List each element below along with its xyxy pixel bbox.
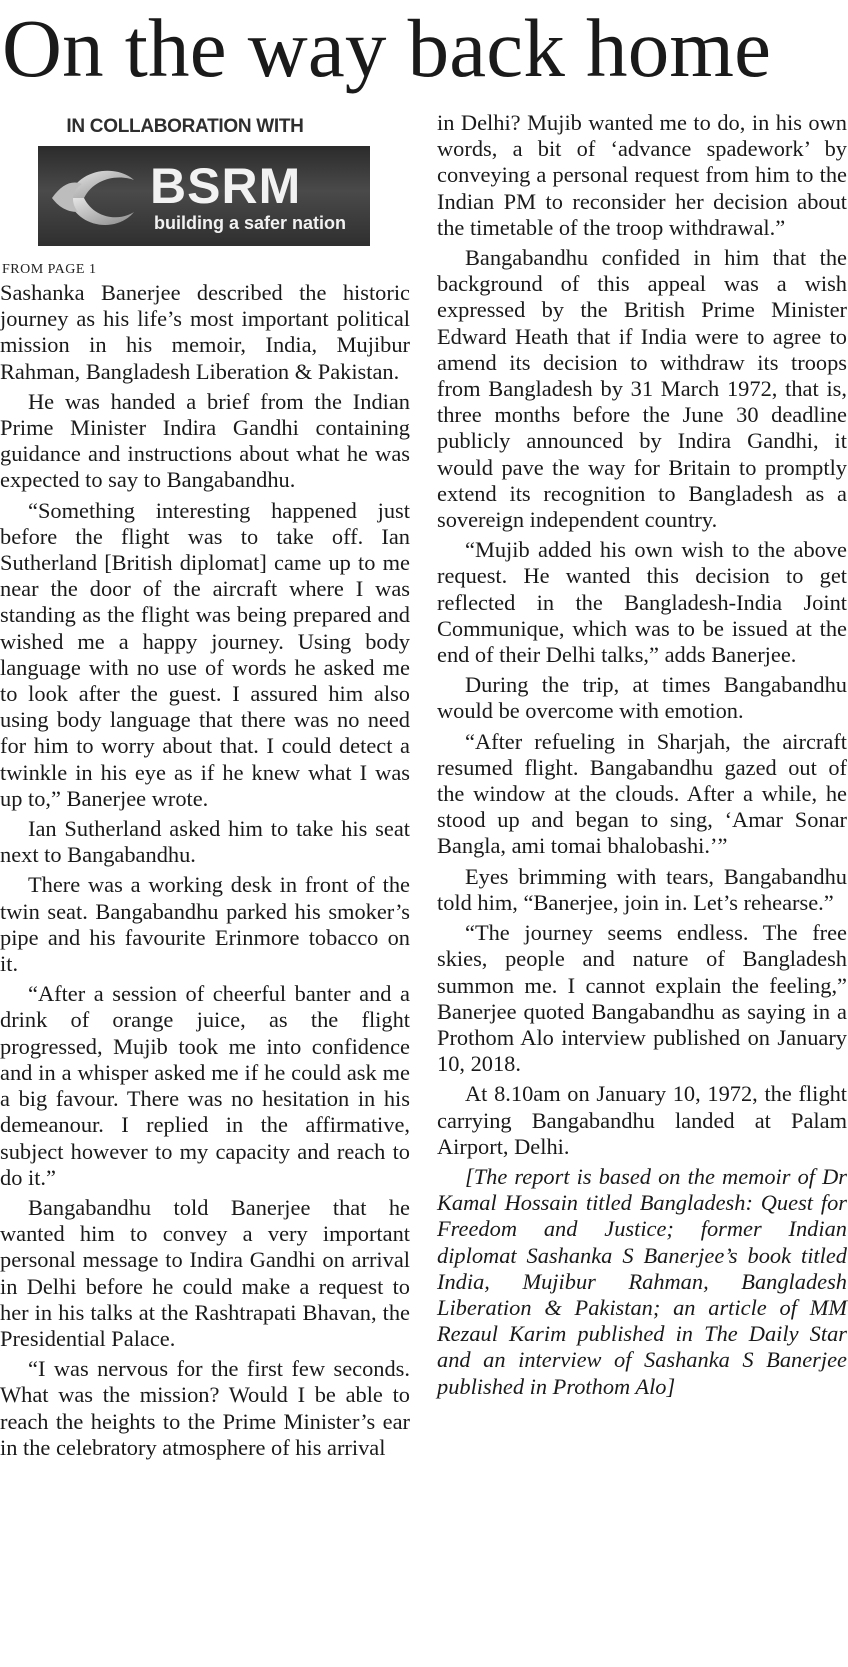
sponsor-logo	[38, 146, 370, 246]
paragraph: in Delhi? Mujib wanted me to do, in his own words, a bit of ‘advance spadework’ by conveying a personal request from him to the Indian PM to reconsider her decision about the timetable of the troop withdrawal.”	[437, 110, 847, 240]
left-column-body	[0, 280, 410, 1461]
source-note: [The report is based on the memoir of Dr Kamal Hossain titled Bangladesh: Quest for Freedom and Justice; former Indian diplomat Sashanka S Banerjee’s book titled India, Mujibur Rahman, Bangladesh Liberation & Pakistan; an article of MM Rezaul Karim published in The Daily Star and an interview of Sashanka S Banerjee published in Prothom Alo]	[437, 1163, 847, 1399]
paragraph: “Mujib added his own wish to the above request. He wanted this decision to get reflected in the Bangladesh-India Joint Communique, which was to be issued at the end of their Delhi talks,” adds Banerjee.	[437, 537, 847, 668]
paragraph: “After refueling in Sharjah, the aircraft resumed flight. Bangabandhu gazed out of the window at the clouds. After a while, he stood up and began to sing, ‘Amar Sonar Bangla, ami tomai bhalobashi.’”	[437, 728, 847, 859]
continued-from-label: FROM PAGE 1	[2, 262, 97, 277]
paragraph: At 8.10am on January 10, 1972, the flight carrying Bangabandhu landed at Palam Airport, Delhi.	[437, 1081, 847, 1159]
paragraph: “After a session of cheerful banter and a drink of orange juice, as the flight progressed, Mujib took me into confidence and in a whisper asked me if he could ask me a big favour. There was no hesitation in his demeanour. I replied in the affirmative, subject however to my capacity and reach to do it.”	[0, 981, 410, 1190]
right-column-body	[437, 110, 847, 1400]
paragraph: Bangabandhu told Banerjee that he wanted him to convey a very important personal message to Indira Gandhi on arrival in Delhi before he could make a request to her in his talks at the Rashtrapati Bhavan, the Presidential Palace.	[0, 1194, 410, 1351]
bsrm-emblem-icon	[38, 146, 148, 246]
paragraph: Sashanka Banerjee described the historic journey as his life’s most important political mission in his memoir, India, Mujibur Rahman, Bangladesh Liberation & Pakistan.	[0, 280, 410, 384]
paragraph: “I was nervous for the first few seconds. What was the mission? Would I be able to reach the heights to the Prime Minister’s ear in the celebratory atmosphere of his arrival	[0, 1356, 410, 1460]
sponsor-name: BSRM	[150, 158, 302, 214]
left-column	[0, 110, 410, 1465]
paragraph: He was handed a brief from the Indian Prime Minister Indira Gandhi containing guidance and instructions about what he was expected to say to Bangabandhu.	[0, 388, 410, 493]
collaboration-label: IN COLLABORATION WITH	[66, 116, 304, 137]
paragraph: There was a working desk in front of the twin seat. Bangabandhu parked his smoker’s pipe and his favourite Erinmore tobacco on it.	[0, 872, 410, 977]
sponsor-tagline: building a safer nation	[154, 213, 347, 233]
paragraph: During the trip, at times Bangabandhu would be overcome with emotion.	[437, 672, 847, 724]
paragraph: “Something interesting happened just before the flight was to take off. Ian Sutherland [British diplomat] came up to me near the door of the aircraft where I was standing as the flight was being prepared and wished me a happy journey. Using body language with no use of words he asked me to look after the guest. I assured him also using body language that there was no need for him to worry about that. I could detect a twinkle in his eye as if he knew what I was up to,” Banerjee wrote.	[0, 497, 410, 811]
paragraph: Ian Sutherland asked him to take his seat next to Bangabandhu.	[0, 816, 410, 868]
headline: On the way back home	[2, 2, 772, 94]
paragraph: Eyes brimming with tears, Bangabandhu told him, “Banerjee, join in. Let’s rehearse.”	[437, 863, 847, 915]
paragraph: “The journey seems endless. The free skies, people and nature of Bangladesh summon me. I cannot explain the feeling,” Banerjee quoted Bangabandhu as saying in a Prothom Alo interview published on January 10, 2018.	[437, 920, 847, 1077]
right-column	[437, 110, 847, 1404]
paragraph: Bangabandhu confided in him that the background of this appeal was a wish expressed by the British Prime Minister Edward Heath that if India were to agree to amend its decision to withdraw its troops from Bangladesh by 31 March 1972, that is, three months before the June 30 deadline publicly announced by Indira Gandhi, it would pave the way for Britain to promptly extend its recognition to Bangladesh as a sovereign independent country.	[437, 245, 847, 533]
